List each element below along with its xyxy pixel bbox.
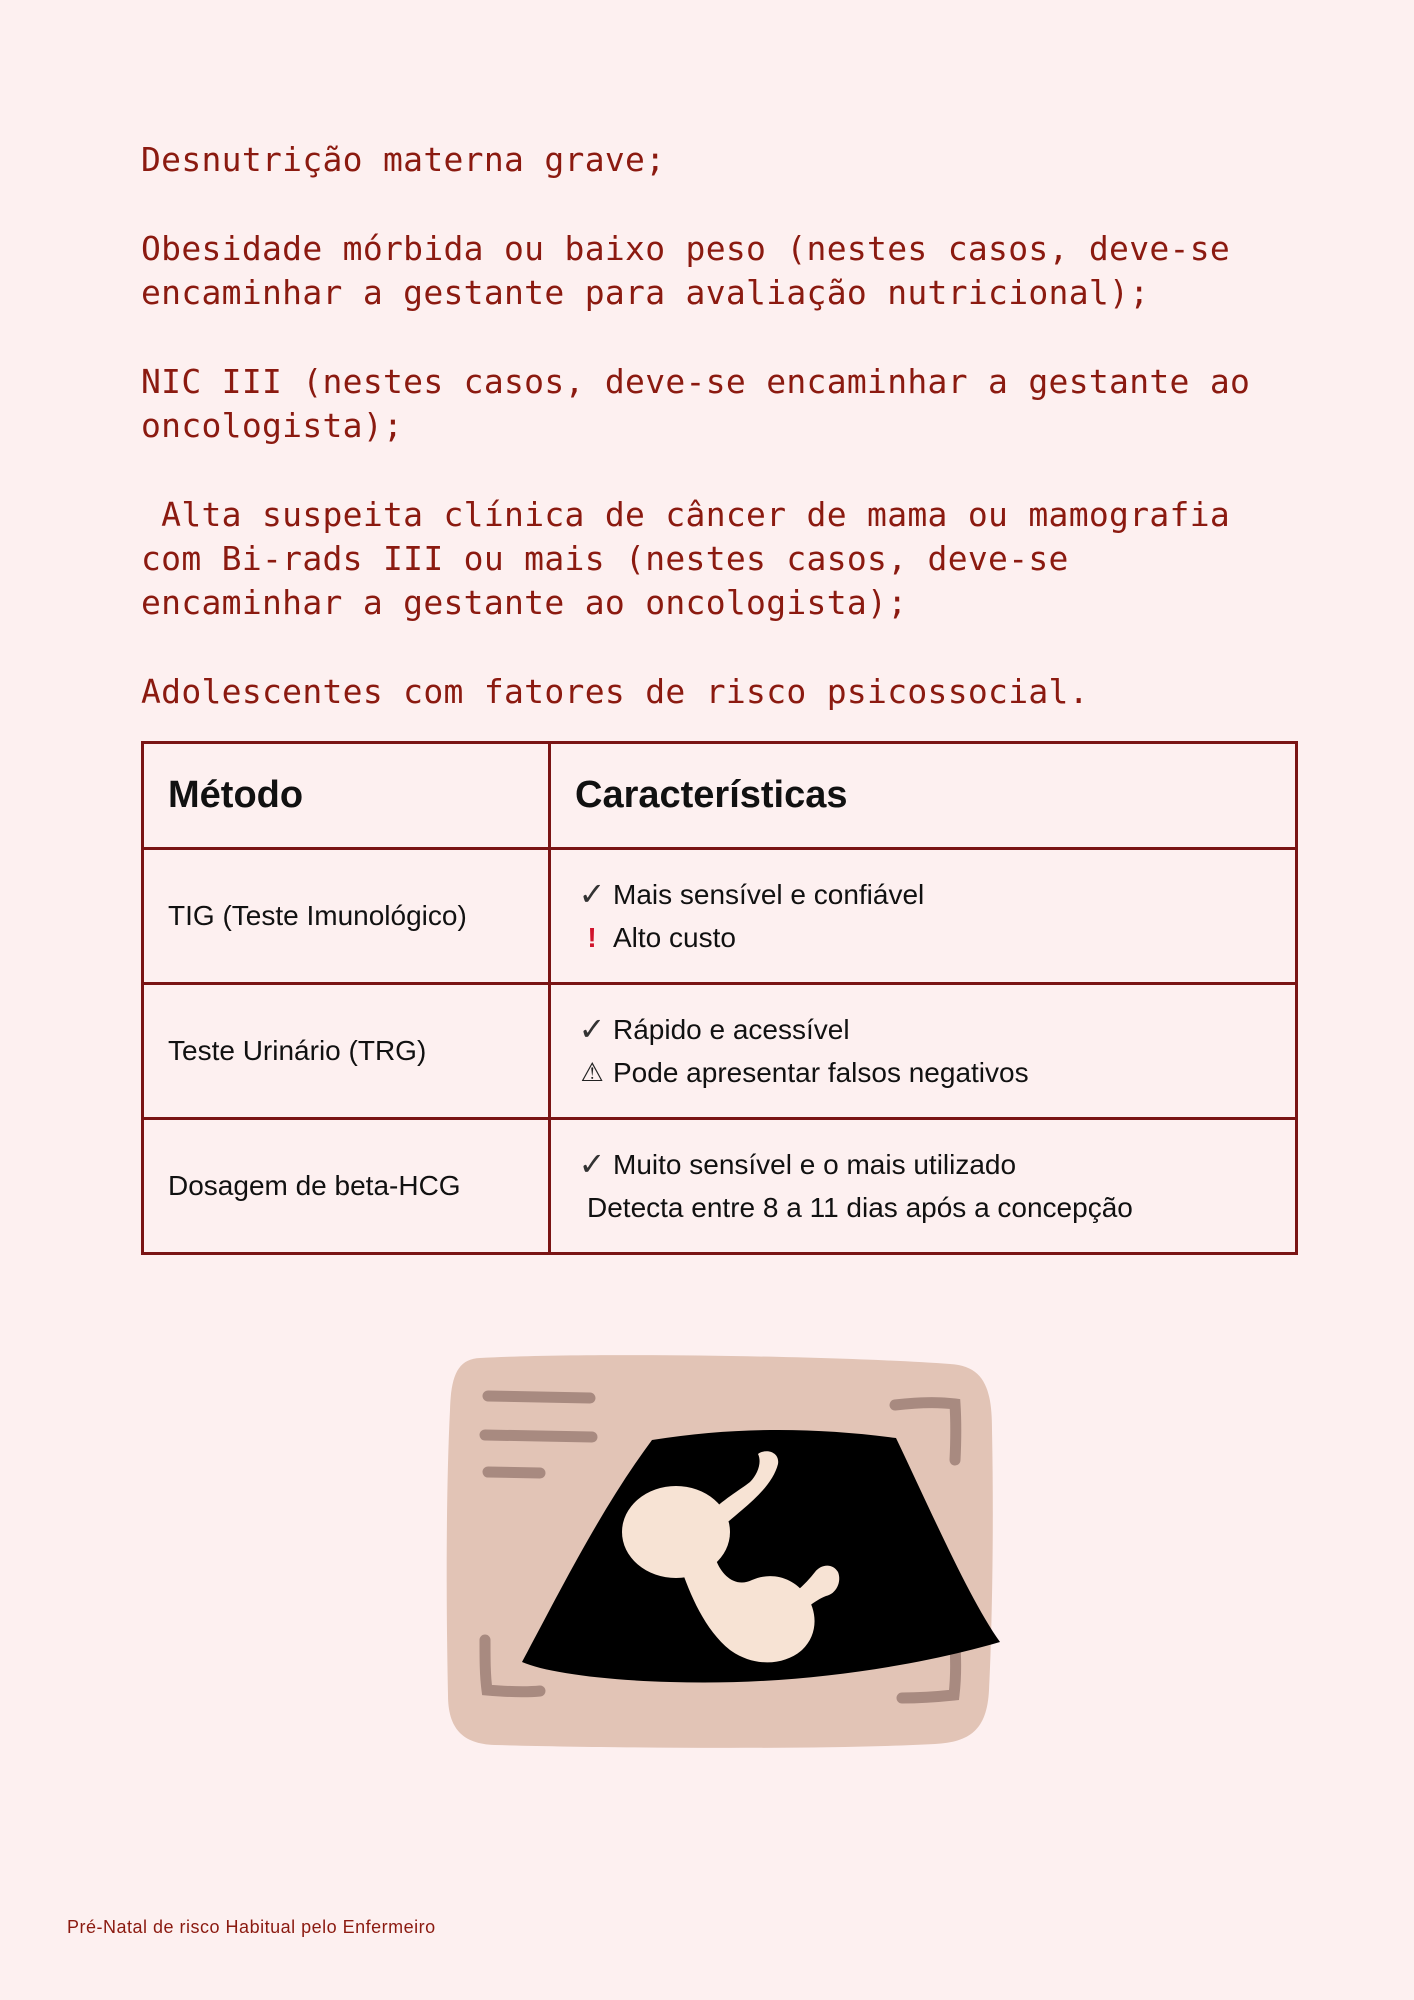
characteristic-text: Alto custo [613, 922, 736, 953]
table-row [143, 849, 1297, 984]
check-icon: ✓ [578, 1146, 606, 1182]
characteristics-cell [550, 849, 1297, 984]
characteristic-text: Detecta entre 8 a 11 dias após a concepção [587, 1192, 1133, 1223]
methods-table [141, 741, 1298, 1255]
header-characteristics: Características [550, 743, 1297, 849]
characteristic-line [575, 873, 1271, 916]
ultrasound-fetus-icon [440, 1350, 1000, 1755]
characteristic-line [575, 1186, 1271, 1229]
paragraph-obesity: Obesidade mórbida ou baixo peso (nestes casos, deve-se encaminhar a gestante para avaliação nutricional); [141, 229, 1251, 312]
characteristic-text: Muito sensível e o mais utilizado [613, 1149, 1017, 1180]
characteristic-text: Mais sensível e confiável [613, 879, 925, 910]
table-header-row [143, 743, 1297, 849]
paragraph-nic: NIC III (nestes casos, deve-se encaminhar a gestante ao oncologista); [141, 362, 1271, 445]
characteristic-text: Rápido e acessível [613, 1014, 850, 1045]
characteristic-text: Pode apresentar falsos negativos [613, 1057, 1029, 1088]
check-icon: ✓ [578, 876, 606, 912]
characteristic-line [575, 1008, 1271, 1051]
method-cell: Dosagem de beta-HCG [143, 1119, 550, 1254]
characteristics-cell [550, 984, 1297, 1119]
paragraph-breast-cancer: Alta suspeita clínica de câncer de mama ou mamografia com Bi-rads III ou mais (nestes casos, deve-se encaminhar a gestante ao oncologista); [141, 495, 1251, 622]
footer-text: Pré-Natal de risco Habitual pelo Enfermeiro [67, 1917, 436, 1937]
characteristic-line [575, 916, 1271, 959]
risk-list [141, 138, 1281, 714]
method-cell: Teste Urinário (TRG) [143, 984, 550, 1119]
header-method: Método [143, 743, 550, 849]
characteristics-cell [550, 1119, 1297, 1254]
table-row [143, 1119, 1297, 1254]
characteristic-line [575, 1143, 1271, 1186]
paragraph-adolescents: Adolescentes com fatores de risco psicossocial. [141, 672, 1089, 711]
paragraph-malnutrition: Desnutrição materna grave; [141, 140, 666, 179]
warning-icon: ⚠ [580, 1057, 604, 1087]
table-row [143, 984, 1297, 1119]
check-icon: ✓ [578, 1011, 606, 1047]
exclamation-icon: ! [587, 922, 597, 953]
characteristic-line [575, 1051, 1271, 1094]
method-cell: TIG (Teste Imunológico) [143, 849, 550, 984]
